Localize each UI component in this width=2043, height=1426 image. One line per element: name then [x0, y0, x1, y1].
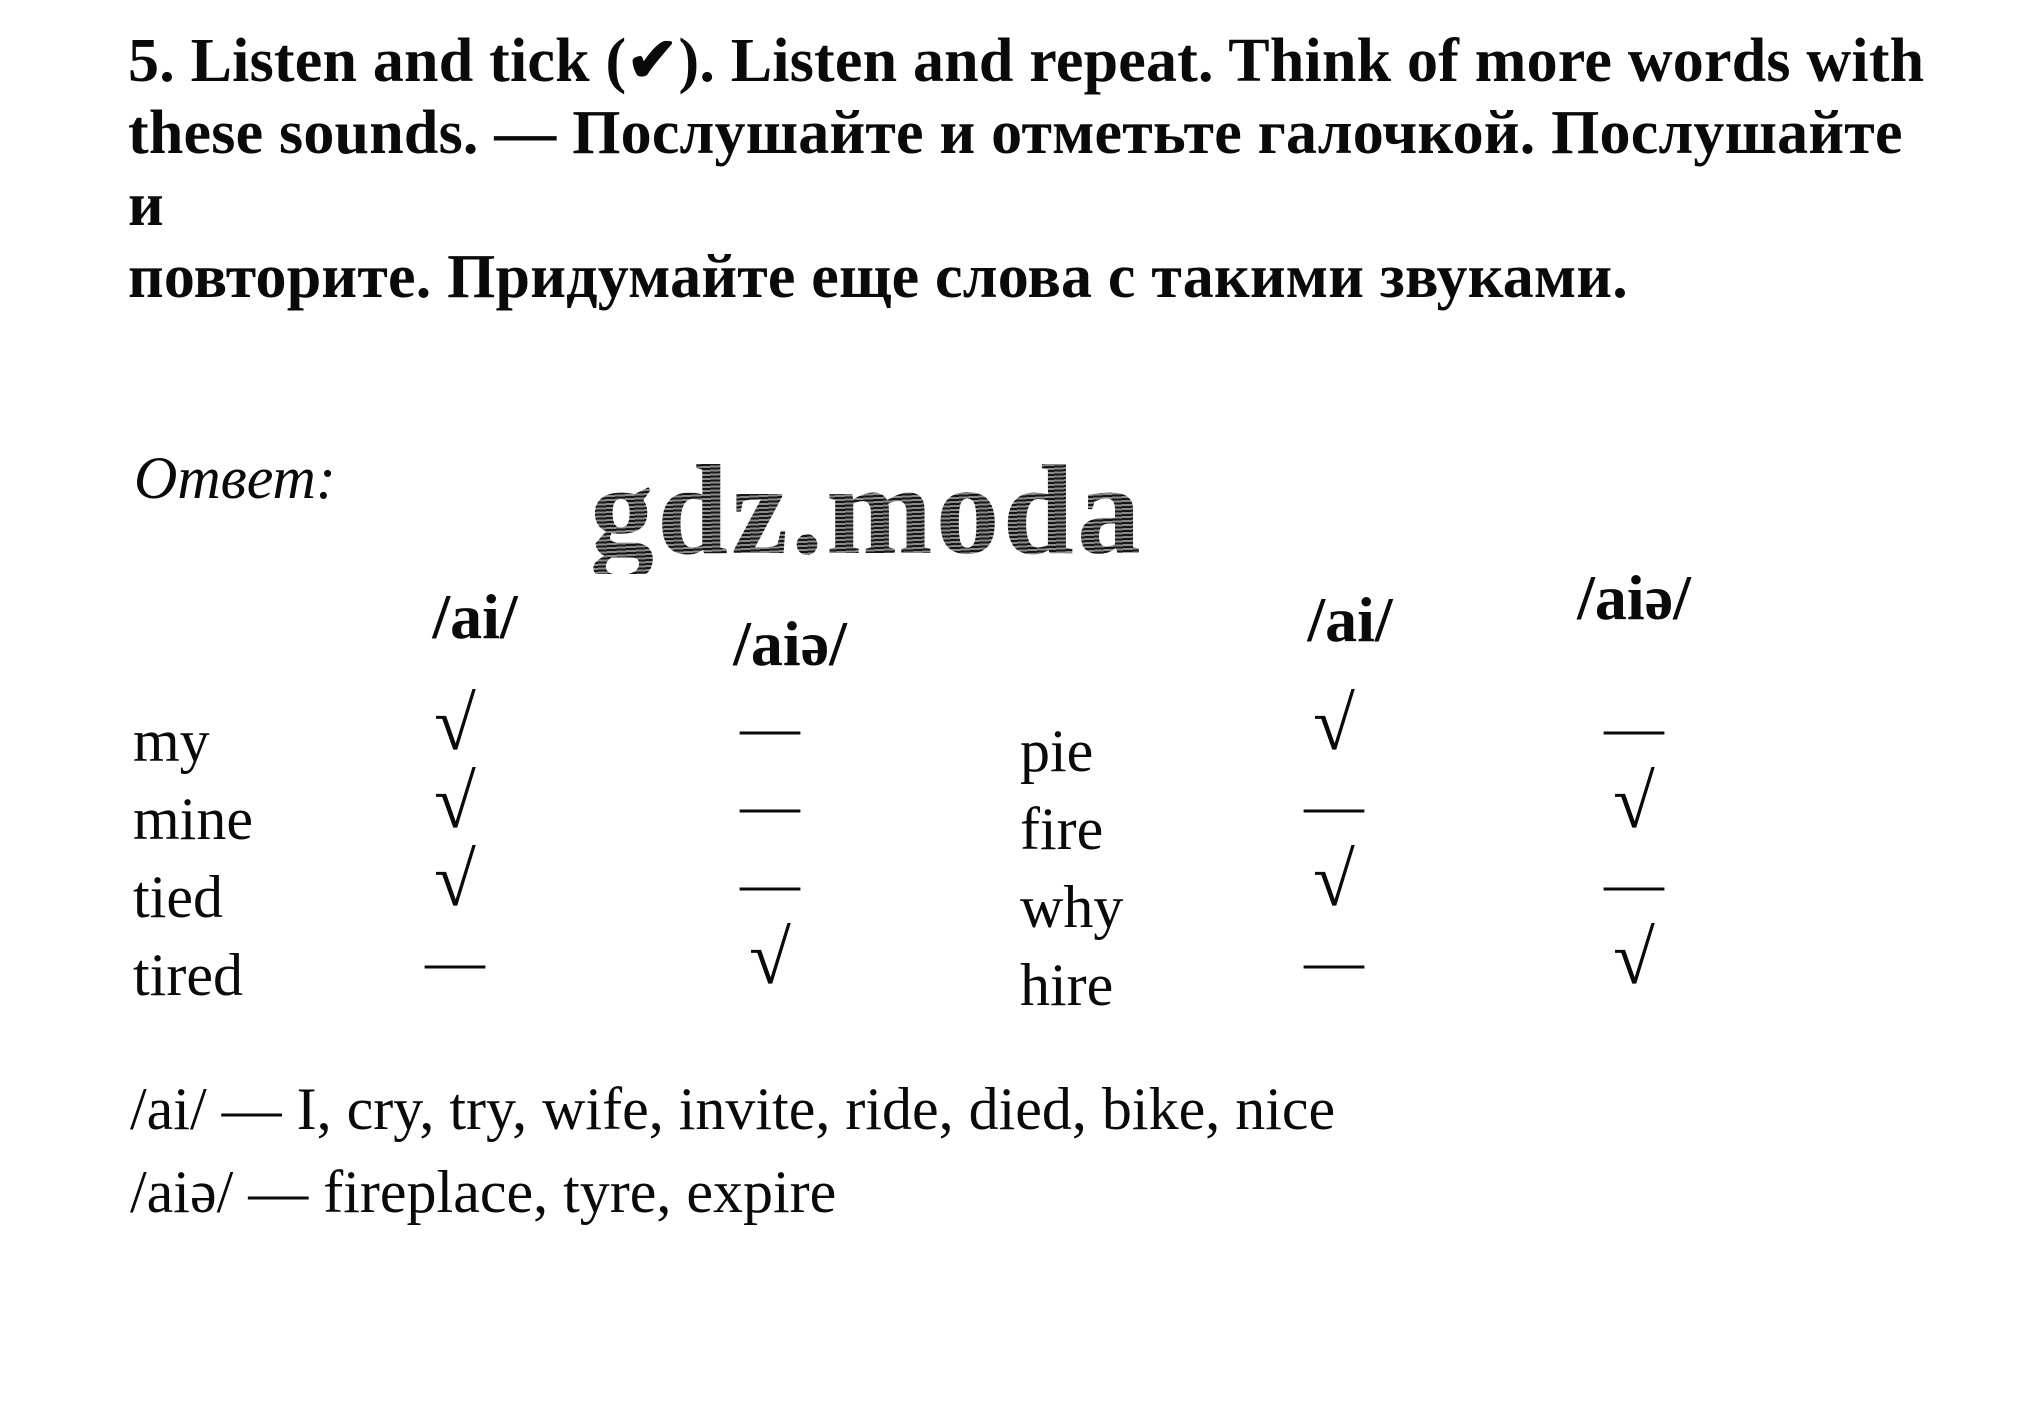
answers-aie-line: /aiə/ — fireplace, tyre, expire [130, 1159, 837, 1225]
mark-cell: — [740, 694, 800, 760]
word-cell-left: tied [133, 864, 223, 930]
mark-cell: √ [434, 682, 476, 766]
heading-line: 5. Listen and tick (✔). Listen and repeat. Think of more words with [128, 27, 1925, 95]
table-row [133, 760, 1883, 862]
mark-cell: — [1604, 850, 1664, 916]
word-cell-right: fire [1020, 796, 1104, 862]
watermark-logo: gdz.moda [590, 439, 1144, 581]
mark-cell: √ [1313, 682, 1355, 766]
column-header-aie-right: /aiə/ [1577, 562, 1691, 633]
column-header-ai-right: /ai/ [1307, 584, 1393, 655]
table-row [133, 916, 1883, 1018]
word-cell-right: hire [1020, 952, 1114, 1018]
word-cell-left: mine [133, 786, 253, 852]
mark-cell: √ [749, 916, 791, 1000]
heading-line: повторите. Придумайте еще слова с такими звуками. [128, 243, 1628, 311]
mark-cell: — [740, 850, 800, 916]
exercise-heading [128, 25, 1928, 313]
mark-cell: — [425, 928, 485, 994]
mark-cell: √ [1613, 916, 1655, 1000]
column-header-aie-left: /aiə/ [733, 608, 847, 679]
word-cell-left: tired [133, 942, 243, 1008]
column-header-ai-left: /ai/ [432, 581, 518, 652]
mark-cell: √ [1313, 838, 1355, 922]
heading-line: these sounds. — Послушайте и отметьте галочкой. Послушайте и [128, 99, 1903, 239]
word-cell-right: why [1020, 874, 1124, 940]
mark-cell: √ [1613, 760, 1655, 844]
mark-cell: — [1304, 928, 1364, 994]
mark-cell: √ [434, 838, 476, 922]
answer-label: Ответ: [134, 445, 336, 511]
answers-ai-line: /ai/ — I, cry, try, wife, invite, ride, died, bike, nice [130, 1076, 1336, 1142]
mark-cell: — [740, 772, 800, 838]
mark-cell: — [1604, 694, 1664, 760]
mark-cell: √ [434, 760, 476, 844]
word-cell-left: my [133, 708, 210, 774]
word-cell-right: pie [1020, 718, 1094, 784]
mark-cell: — [1304, 772, 1364, 838]
